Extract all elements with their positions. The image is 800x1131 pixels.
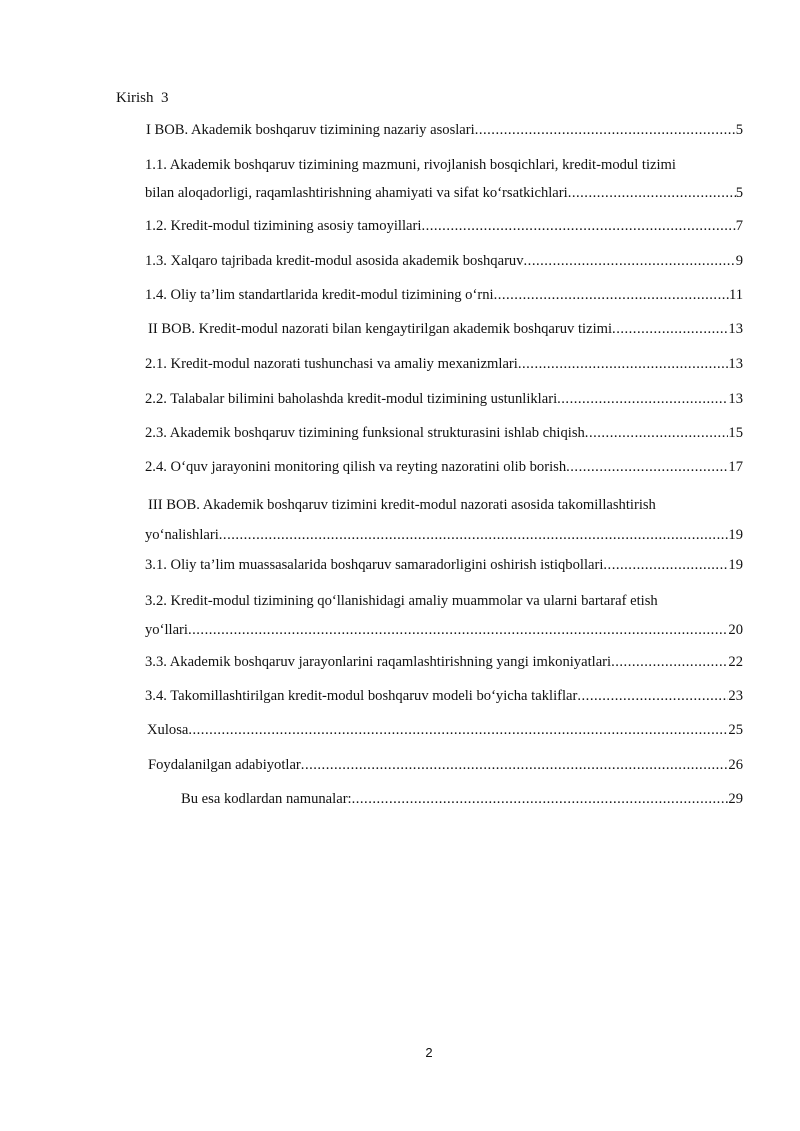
toc-entry-page: 19 [728, 527, 743, 543]
leader-dots [188, 718, 728, 743]
toc-entry-chapter-3 [145, 490, 743, 550]
toc-entry-title: 1.2. Kredit-modul tizimining asosiy tamoyillari [145, 218, 422, 234]
toc-entry-page: 23 [728, 688, 743, 704]
leader-dots [421, 214, 735, 239]
toc-entry-title-line1: 3.2. Kredit-modul tizimining qo‘llanishidagi amaliy muammolar va ularni bartaraf etish [145, 593, 658, 609]
toc-entry-page: 13 [728, 321, 743, 337]
intro-label: Kirish [116, 90, 154, 106]
toc-entry-xulosa [147, 718, 743, 743]
toc-entry-1-1 [145, 151, 743, 207]
toc-entry-page: 20 [728, 622, 743, 638]
toc-entry-page: 25 [728, 722, 743, 738]
leader-dots [568, 179, 736, 207]
toc-entry-3-2 [145, 587, 743, 645]
toc-entry-page: 29 [728, 791, 743, 807]
toc-entry-title: yo‘nalishlari [145, 527, 219, 543]
toc-entry-page: 5 [735, 185, 743, 201]
leader-dots [611, 650, 728, 675]
toc-entry-1-4 [145, 283, 743, 308]
leader-dots [585, 421, 729, 446]
leader-dots [524, 249, 736, 274]
leader-dots [301, 753, 729, 778]
leader-dots [188, 616, 728, 645]
toc-entry-title: 3.4. Takomillashtirilgan kredit-modul boshqaruv modeli bo‘yicha takliflar [145, 688, 578, 704]
toc-entry-title: yo‘llari [145, 622, 188, 638]
toc-entry-page: 15 [728, 425, 743, 441]
toc-entry-page: 22 [728, 654, 743, 670]
toc-entry-title-line1: 1.1. Akademik boshqaruv tizimining mazmuni, rivojlanish bosqichlari, kredit-modul tizimi [145, 157, 676, 173]
toc-entry-title: 1.4. Oliy ta’lim standartlarida kredit-modul tizimining o‘rni [145, 287, 494, 303]
toc-entry-2-4 [145, 455, 743, 480]
toc-entry-title: 2.1. Kredit-modul nazorati tushunchasi va amaliy mexanizmlari [145, 356, 518, 372]
toc-entry-1-3 [145, 249, 743, 274]
leader-dots [494, 283, 729, 308]
leader-dots [219, 520, 729, 550]
toc-entry-title: bilan aloqadorligi, raqamlashtirishning ahamiyati va sifat ko‘rsatkichlari [145, 185, 568, 201]
toc-entry-title: I BOB. Akademik boshqaruv tizimining nazariy asoslari [146, 122, 475, 138]
toc-entry-page: 13 [728, 356, 743, 372]
toc-entry-page: 9 [735, 253, 743, 269]
toc-entry-2-2 [145, 387, 743, 412]
toc-entry-page: 26 [728, 757, 743, 773]
toc-entry-title: 3.3. Akademik boshqaruv jarayonlarini raqamlashtirishning yangi imkoniyatlari [145, 654, 612, 670]
toc-entry-bibliography [148, 753, 743, 778]
toc-entry-page: 11 [728, 287, 743, 303]
page-number: 2 [425, 1045, 433, 1060]
toc-entry-chapter-2 [148, 317, 743, 342]
leader-dots [603, 553, 728, 578]
toc-entry-chapter-1 [146, 118, 743, 143]
toc-entry-title: Bu esa kodlardan namunalar: [181, 791, 352, 807]
leader-dots [557, 387, 728, 412]
toc-intro [116, 89, 169, 107]
leader-dots [566, 455, 728, 480]
toc-entry-title: II BOB. Kredit-modul nazorati bilan kengaytirilgan akademik boshqaruv tizimi [148, 321, 613, 337]
toc-entry-2-3 [145, 421, 743, 446]
leader-dots [475, 118, 736, 143]
leader-dots [518, 352, 729, 377]
leader-dots [577, 684, 728, 709]
toc-entry-title: 2.2. Talabalar bilimini baholashda kredit-modul tizimining ustunliklari [145, 391, 558, 407]
toc-entry-page: 17 [728, 459, 743, 475]
toc-entry-2-1 [145, 352, 743, 377]
toc-entry-title: Foydalanilgan adabiyotlar [148, 757, 301, 773]
toc-entry-3-4 [145, 684, 743, 709]
intro-page: 3 [161, 90, 169, 106]
toc-entry-3-1 [145, 553, 743, 578]
toc-entry-page: 5 [735, 122, 743, 138]
toc-entry-title-line1: III BOB. Akademik boshqaruv tizimini kredit-modul nazorati asosida takomillashtirish [148, 497, 656, 513]
toc-entry-title: 3.1. Oliy ta’lim muassasalarida boshqaruv samaradorligini oshirish istiqbollari [145, 557, 604, 573]
toc-entry-title: 1.3. Xalqaro tajribada kredit-modul asosida akademik boshqaruv [145, 253, 524, 269]
toc-entry-title: 2.4. O‘quv jarayonini monitoring qilish va reyting nazoratini olib borish [145, 459, 567, 475]
leader-dots [352, 787, 729, 812]
toc-entry-3-3 [145, 650, 743, 675]
toc-entry-page: 7 [735, 218, 743, 234]
toc-entry-page: 19 [728, 557, 743, 573]
toc-entry-title: 2.3. Akademik boshqaruv tizimining funksional strukturasini ishlab chiqish [145, 425, 585, 441]
toc-entry-page: 13 [728, 391, 743, 407]
leader-dots [612, 317, 728, 342]
toc-entry-code-samples [181, 787, 743, 812]
toc-entry-1-2 [145, 214, 743, 239]
toc-entry-title: Xulosa [147, 722, 189, 738]
